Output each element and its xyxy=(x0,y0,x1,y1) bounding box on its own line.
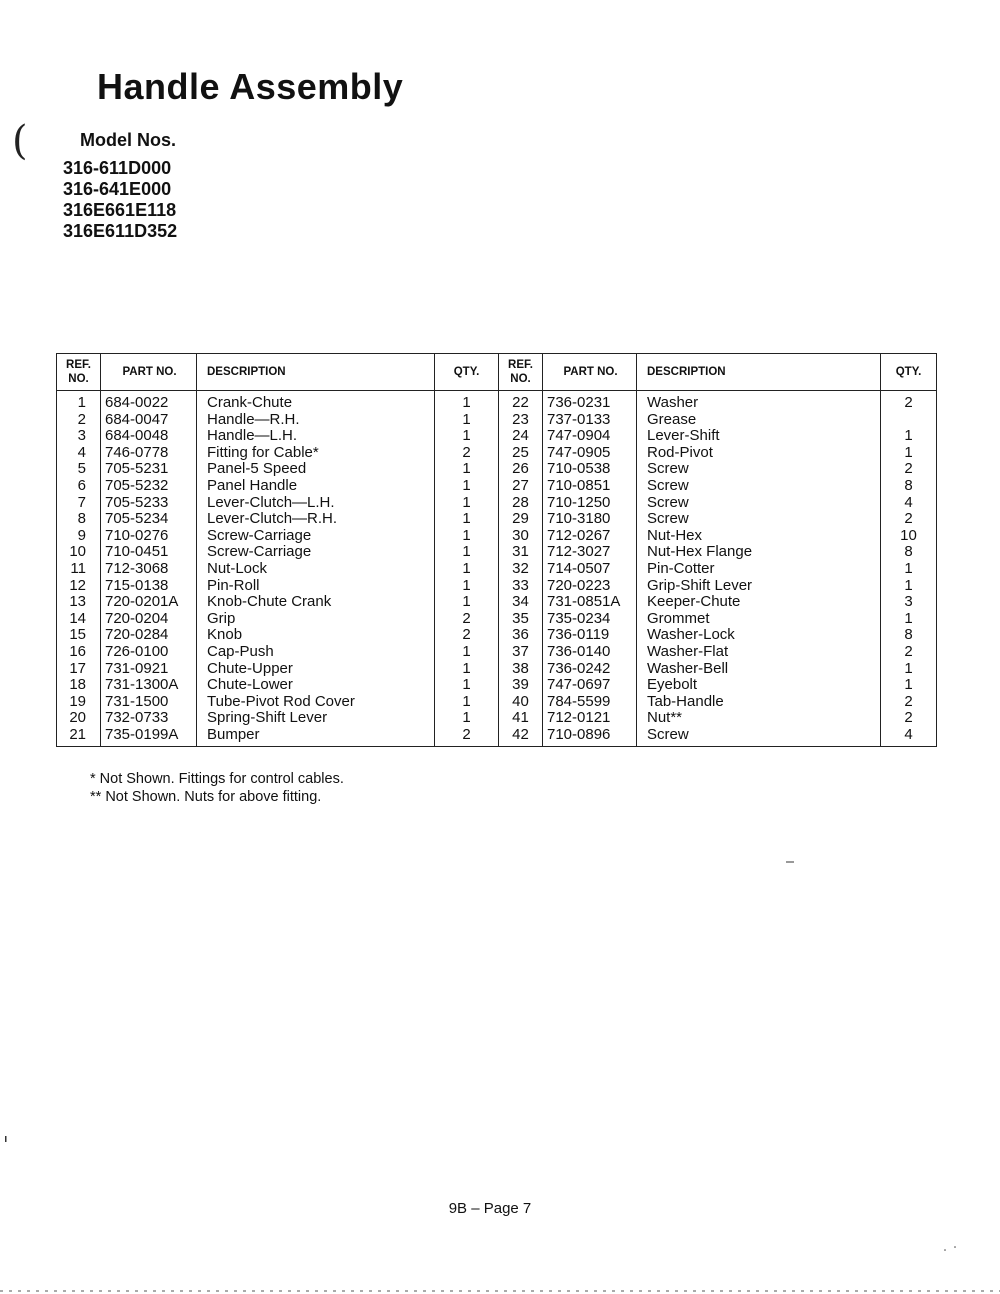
qty-cell: 2 xyxy=(881,511,937,528)
model-number: 316-611D000 xyxy=(63,158,172,178)
table-row xyxy=(57,694,937,711)
qty-cell: 3 xyxy=(881,594,937,611)
qty-cell: 1 xyxy=(435,544,499,561)
part-no-cell: 710-3180 xyxy=(543,511,637,528)
ref-no-cell: 7 xyxy=(57,495,101,512)
qty-cell: 1 xyxy=(881,677,937,694)
qty-cell: 1 xyxy=(435,391,499,412)
part-no-cell: 747-0905 xyxy=(543,445,637,462)
description-cell: Panel-5 Speed xyxy=(197,461,435,478)
part-no-cell: 712-0121 xyxy=(543,710,637,727)
qty-cell: 4 xyxy=(881,495,937,512)
qty-cell xyxy=(881,412,937,429)
description-cell: Grease xyxy=(637,412,881,429)
qty-cell: 2 xyxy=(435,627,499,644)
qty-cell: 1 xyxy=(435,511,499,528)
description-cell: Knob-Chute Crank xyxy=(197,594,435,611)
parts-table-body xyxy=(57,391,937,747)
table-row xyxy=(57,594,937,611)
table-row xyxy=(57,627,937,644)
part-no-cell: 720-0284 xyxy=(101,627,197,644)
part-no-cell: 720-0204 xyxy=(101,611,197,628)
description-cell: Fitting for Cable* xyxy=(197,445,435,462)
page-number xyxy=(0,1200,1000,1217)
header-part-no: PART NO. xyxy=(101,354,197,391)
header-ref-no: REF. NO. xyxy=(499,354,543,391)
qty-cell: 1 xyxy=(435,461,499,478)
part-no-cell: 714-0507 xyxy=(543,561,637,578)
ref-no-cell: 26 xyxy=(499,461,543,478)
ref-no-cell: 11 xyxy=(57,561,101,578)
table-row xyxy=(57,727,937,747)
description-cell: Cap-Push xyxy=(197,644,435,661)
ref-no-cell: 25 xyxy=(499,445,543,462)
description-cell: Rod-Pivot xyxy=(637,445,881,462)
qty-cell: 2 xyxy=(435,445,499,462)
part-no-cell: 710-0451 xyxy=(101,544,197,561)
table-row xyxy=(57,561,937,578)
part-no-cell: 736-0140 xyxy=(543,644,637,661)
header-ref-no: REF. NO. xyxy=(57,354,101,391)
description-cell: Washer-Lock xyxy=(637,627,881,644)
description-cell: Tab-Handle xyxy=(637,694,881,711)
qty-cell: 1 xyxy=(435,594,499,611)
part-no-cell: 705-5234 xyxy=(101,511,197,528)
header-description: DESCRIPTION xyxy=(637,354,881,391)
part-no-cell: 784-5599 xyxy=(543,694,637,711)
part-no-cell: 747-0697 xyxy=(543,677,637,694)
ref-no-cell: 6 xyxy=(57,478,101,495)
qty-cell: 2 xyxy=(435,611,499,628)
ref-no-cell: 42 xyxy=(499,727,543,747)
ref-no-cell: 9 xyxy=(57,528,101,545)
qty-cell: 1 xyxy=(881,428,937,445)
description-cell: Nut-Hex xyxy=(637,528,881,545)
table-row xyxy=(57,428,937,445)
qty-cell: 2 xyxy=(881,644,937,661)
part-no-cell: 720-0223 xyxy=(543,578,637,595)
qty-cell: 1 xyxy=(435,478,499,495)
qty-cell: 1 xyxy=(435,495,499,512)
table-row xyxy=(57,495,937,512)
ref-no-cell: 35 xyxy=(499,611,543,628)
qty-cell: 1 xyxy=(435,661,499,678)
table-row xyxy=(57,677,937,694)
part-no-cell: 712-0267 xyxy=(543,528,637,545)
ref-no-cell: 38 xyxy=(499,661,543,678)
footnote: ** Not Shown. Nuts for above fitting. xyxy=(90,789,322,805)
description-cell: Chute-Lower xyxy=(197,677,435,694)
part-no-cell: 735-0234 xyxy=(543,611,637,628)
qty-cell: 1 xyxy=(435,644,499,661)
header-qty: QTY. xyxy=(435,354,499,391)
ref-no-cell: 36 xyxy=(499,627,543,644)
parts-table xyxy=(56,353,937,747)
part-no-cell: 684-0047 xyxy=(101,412,197,429)
description-cell: Grip xyxy=(197,611,435,628)
description-cell: Eyebolt xyxy=(637,677,881,694)
model-nos-label: Model Nos. xyxy=(80,130,177,150)
ref-no-cell: 23 xyxy=(499,412,543,429)
ref-no-cell: 34 xyxy=(499,594,543,611)
qty-cell: 1 xyxy=(435,428,499,445)
description-cell: Washer-Flat xyxy=(637,644,881,661)
footnote: * Not Shown. Fittings for control cables. xyxy=(90,771,344,787)
table-row xyxy=(57,445,937,462)
scan-mark-paren: ( xyxy=(12,118,28,164)
part-no-cell: 726-0100 xyxy=(101,644,197,661)
ref-no-cell: 2 xyxy=(57,412,101,429)
ref-no-cell: 16 xyxy=(57,644,101,661)
part-no-cell: 710-1250 xyxy=(543,495,637,512)
model-number: 316E611D352 xyxy=(63,221,178,241)
ref-no-cell: 21 xyxy=(57,727,101,747)
description-cell: Spring-Shift Lever xyxy=(197,710,435,727)
ref-no-cell: 41 xyxy=(499,710,543,727)
part-no-cell: 710-0851 xyxy=(543,478,637,495)
ref-no-cell: 10 xyxy=(57,544,101,561)
part-no-cell: 712-3027 xyxy=(543,544,637,561)
table-row xyxy=(57,511,937,528)
table-row xyxy=(57,661,937,678)
ref-no-cell: 33 xyxy=(499,578,543,595)
qty-cell: 2 xyxy=(881,710,937,727)
ref-no-cell: 29 xyxy=(499,511,543,528)
table-row xyxy=(57,478,937,495)
table-row xyxy=(57,461,937,478)
header-qty: QTY. xyxy=(881,354,937,391)
description-cell: Screw xyxy=(637,511,881,528)
part-no-cell: 732-0733 xyxy=(101,710,197,727)
description-cell: Lever-Shift xyxy=(637,428,881,445)
ref-no-cell: 15 xyxy=(57,627,101,644)
description-cell: Screw-Carriage xyxy=(197,544,435,561)
footnotes xyxy=(90,770,344,806)
description-cell: Bumper xyxy=(197,727,435,747)
page-number-text: 9B – Page 7 xyxy=(448,1200,532,1217)
description-cell: Screw-Carriage xyxy=(197,528,435,545)
description-cell: Crank-Chute xyxy=(197,391,435,412)
ref-no-cell: 17 xyxy=(57,661,101,678)
ref-no-cell: 4 xyxy=(57,445,101,462)
ref-no-cell: 8 xyxy=(57,511,101,528)
description-cell: Knob xyxy=(197,627,435,644)
ref-no-cell: 39 xyxy=(499,677,543,694)
ref-no-cell: 12 xyxy=(57,578,101,595)
part-no-cell: 684-0048 xyxy=(101,428,197,445)
ref-no-cell: 20 xyxy=(57,710,101,727)
part-no-cell: 705-5233 xyxy=(101,495,197,512)
page-title: Handle Assembly xyxy=(97,66,404,107)
description-cell: Panel Handle xyxy=(197,478,435,495)
header-part-no: PART NO. xyxy=(543,354,637,391)
qty-cell: 1 xyxy=(435,561,499,578)
ref-no-cell: 22 xyxy=(499,391,543,412)
description-cell: Lever-Clutch—L.H. xyxy=(197,495,435,512)
description-cell: Handle—R.H. xyxy=(197,412,435,429)
ref-no-cell: 14 xyxy=(57,611,101,628)
qty-cell: 1 xyxy=(881,445,937,462)
description-cell: Lever-Clutch—R.H. xyxy=(197,511,435,528)
table-row xyxy=(57,391,937,412)
part-no-cell: 715-0138 xyxy=(101,578,197,595)
table-row xyxy=(57,528,937,545)
ref-no-cell: 27 xyxy=(499,478,543,495)
ref-no-cell: 18 xyxy=(57,677,101,694)
ref-no-cell: 32 xyxy=(499,561,543,578)
ref-no-cell: 13 xyxy=(57,594,101,611)
qty-cell: 1 xyxy=(881,661,937,678)
part-no-cell: 684-0022 xyxy=(101,391,197,412)
part-no-cell: 720-0201A xyxy=(101,594,197,611)
model-list xyxy=(63,158,177,242)
part-no-cell: 731-1500 xyxy=(101,694,197,711)
table-row xyxy=(57,611,937,628)
description-cell: Nut** xyxy=(637,710,881,727)
description-cell: Nut-Hex Flange xyxy=(637,544,881,561)
description-cell: Washer xyxy=(637,391,881,412)
table-row xyxy=(57,412,937,429)
qty-cell: 8 xyxy=(881,627,937,644)
part-no-cell: 712-3068 xyxy=(101,561,197,578)
qty-cell: 2 xyxy=(881,391,937,412)
description-cell: Tube-Pivot Rod Cover xyxy=(197,694,435,711)
qty-cell: 2 xyxy=(881,694,937,711)
description-cell: Pin-Cotter xyxy=(637,561,881,578)
qty-cell: 1 xyxy=(435,710,499,727)
table-header-row xyxy=(57,354,937,391)
table-row xyxy=(57,644,937,661)
table-row xyxy=(57,710,937,727)
ref-no-cell: 30 xyxy=(499,528,543,545)
qty-cell: 1 xyxy=(881,611,937,628)
qty-cell: 8 xyxy=(881,544,937,561)
description-cell: Handle—L.H. xyxy=(197,428,435,445)
description-cell: Screw xyxy=(637,461,881,478)
table-row xyxy=(57,578,937,595)
part-no-cell: 731-0921 xyxy=(101,661,197,678)
header-description: DESCRIPTION xyxy=(197,354,435,391)
part-no-cell: 705-5232 xyxy=(101,478,197,495)
part-no-cell: 710-0538 xyxy=(543,461,637,478)
description-cell: Washer-Bell xyxy=(637,661,881,678)
part-no-cell: 735-0199A xyxy=(101,727,197,747)
part-no-cell: 710-0896 xyxy=(543,727,637,747)
part-no-cell: 736-0242 xyxy=(543,661,637,678)
part-no-cell: 736-0119 xyxy=(543,627,637,644)
description-cell: Pin-Roll xyxy=(197,578,435,595)
qty-cell: 2 xyxy=(881,461,937,478)
ref-no-cell: 1 xyxy=(57,391,101,412)
qty-cell: 1 xyxy=(881,561,937,578)
qty-cell: 1 xyxy=(435,677,499,694)
qty-cell: 10 xyxy=(881,528,937,545)
description-cell: Grip-Shift Lever xyxy=(637,578,881,595)
part-no-cell: 747-0904 xyxy=(543,428,637,445)
ref-no-cell: 37 xyxy=(499,644,543,661)
ref-no-cell: 19 xyxy=(57,694,101,711)
qty-cell: 1 xyxy=(435,694,499,711)
ref-no-cell: 31 xyxy=(499,544,543,561)
description-cell: Screw xyxy=(637,478,881,495)
qty-cell: 1 xyxy=(881,578,937,595)
description-cell: Grommet xyxy=(637,611,881,628)
description-cell: Nut-Lock xyxy=(197,561,435,578)
model-number: 316-641E000 xyxy=(63,179,172,199)
description-cell: Screw xyxy=(637,495,881,512)
part-no-cell: 705-5231 xyxy=(101,461,197,478)
model-number: 316E661E118 xyxy=(63,200,177,220)
part-no-cell: 731-1300A xyxy=(101,677,197,694)
qty-cell: 2 xyxy=(435,727,499,747)
qty-cell: 1 xyxy=(435,528,499,545)
qty-cell: 1 xyxy=(435,578,499,595)
part-no-cell: 737-0133 xyxy=(543,412,637,429)
qty-cell: 1 xyxy=(435,412,499,429)
description-cell: Screw xyxy=(637,727,881,747)
ref-no-cell: 28 xyxy=(499,495,543,512)
ref-no-cell: 24 xyxy=(499,428,543,445)
part-no-cell: 746-0778 xyxy=(101,445,197,462)
description-cell: Chute-Upper xyxy=(197,661,435,678)
ref-no-cell: 40 xyxy=(499,694,543,711)
qty-cell: 4 xyxy=(881,727,937,747)
part-no-cell: 736-0231 xyxy=(543,391,637,412)
ref-no-cell: 3 xyxy=(57,428,101,445)
description-cell: Keeper-Chute xyxy=(637,594,881,611)
qty-cell: 8 xyxy=(881,478,937,495)
table-row xyxy=(57,544,937,561)
part-no-cell: 731-0851A xyxy=(543,594,637,611)
part-no-cell: 710-0276 xyxy=(101,528,197,545)
ref-no-cell: 5 xyxy=(57,461,101,478)
